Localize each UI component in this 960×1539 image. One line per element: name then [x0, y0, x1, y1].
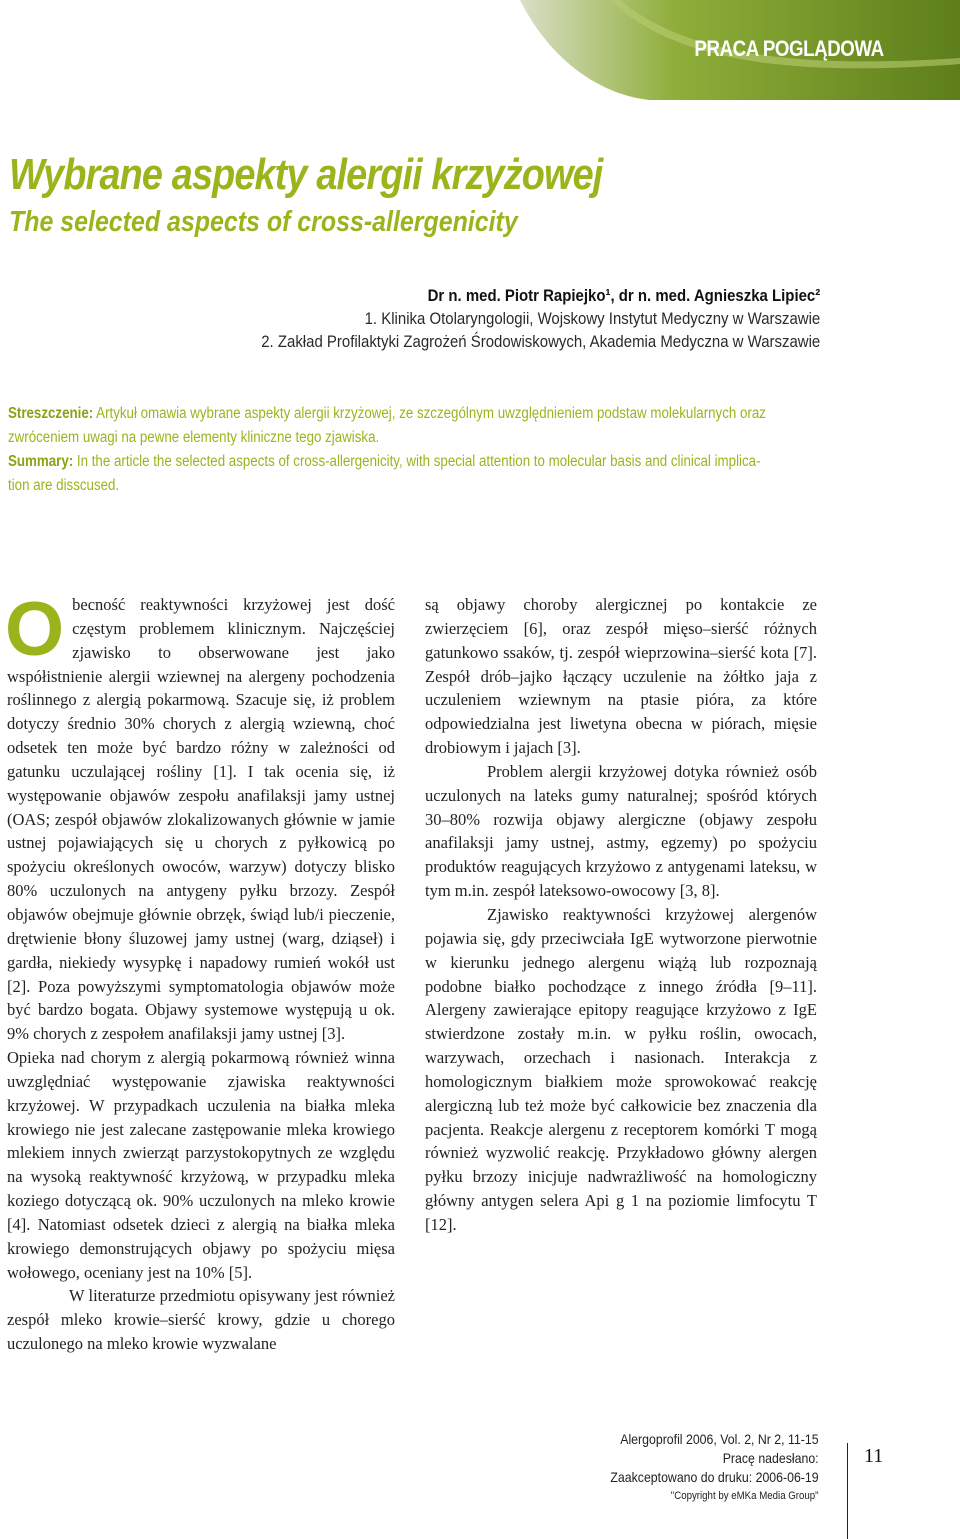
accepted-date: Zaakceptowano do druku: 2006-06-19: [610, 1469, 819, 1485]
summary-line-1: [8, 450, 816, 474]
drop-cap: O: [5, 587, 65, 672]
summary-text-2: tion are disscused.: [8, 477, 120, 494]
header-banner: [480, 0, 960, 100]
streszczenie-label: Streszczenie:: [8, 405, 94, 422]
body-column-right: [425, 593, 817, 1237]
streszczenie-line-1: [8, 402, 816, 426]
page-number: 11: [864, 1445, 884, 1467]
affiliation-1: 1. Klinika Otolaryngologii, Wojskowy Instytut Medyczny w Warszawie: [364, 309, 820, 328]
author-names: Dr n. med. Piotr Rapiejko¹, dr n. med. Agnieszka Lipiec²: [427, 286, 820, 305]
left-paragraph-1: [5, 587, 395, 1046]
right-paragraph-2: Problem alergii krzyżowej dotyka również osób uczulonych na lateks gumy naturalnej; spośród których 30–80% rozwija objawy alergiczne (objawy zespołu anafilaksji jamy ustnej, astmy, egzemy) po spożyciu produktów reagujących krzyżowo z antygenami lateksu, w tym m.in. zespół lateksowo-owocowy [3, 8].: [425, 761, 817, 901]
right-paragraph-3: Zjawisko reaktywności krzyżowej alergenów pojawia się, gdy przeciwciała IgE wytworzone pierwotnie w kierunku jednego alergenu wiążą lub rozpoznają podobne białko pochodzące z innego źródła [9–11]. Alergeny zawierające epitopy reagujące krzyżowo z IgE stwierdzone zostały m.in. w pyłku roślin, owocach, warzywach, orzechach i nasionach. Interakcja z homologicznym białkiem może sprowokować reakcję alergiczną lub też może być całkowicie bez znaczenia dla pacjenta. Reakcje alergenu z receptorem komórki T mogą również wyzwolić reakcję. Przykładowo główny alergen pyłku brzozy inicjuje nadwrażliwość na homologiczny główny antygen selera Api g 1 na poziomie limfocytu T [12].: [425, 904, 817, 1234]
copyright-note: "Copyright by eMKa Media Group": [671, 1490, 819, 1502]
journal-citation: Alergoprofil 2006, Vol. 2, Nr 2, 11-15: [620, 1431, 819, 1447]
publication-info: [611, 1430, 819, 1506]
right-paragraph-1: są objawy choroby alergicznej po kontakcie ze zwierzęciem [6], oraz zespół mięso–sierść różnych gatunkowo ssaków, tj. zespół wieprzowina–sierść kota [7]. Zespół drób–jajko łączący uczulenie na żółtko jaja z uczuleniem wziewnym na ptasie pióra, za które odpowiedzialna jest liwetyna obecna w piórach, mięsie drobiowym i jajach [3].: [425, 595, 817, 758]
abstract-block: [8, 402, 948, 498]
section-label: PRACA POGLĄDOWA: [694, 36, 884, 61]
streszczenie-text-1: Artykuł omawia wybrane aspekty alergii krzyżowej, ze szczególnym uwzględnieniem podstaw molekularnych oraz: [96, 405, 766, 422]
affiliation-2: 2. Zakład Profilaktyki Zagrożeń Środowiskowych, Akademia Medyczna w Warszawie: [260, 332, 820, 351]
summary-text-1: In the article the selected aspects of cross-allergenicity, with special attention to molecular basis and clinical implica-: [76, 453, 761, 470]
article-title-english: The selected aspects of cross-allergenicity: [9, 206, 518, 238]
left-paragraph-3: W literaturze przedmiotu opisywany jest również zespół mleko krowie–sierść krowy, gdzie u chorego uczulonego na mleko krowie wyzwalane: [7, 1286, 395, 1354]
article-title: Wybrane aspekty alergii krzyżowej: [9, 150, 603, 199]
left-paragraph-1-text: becność reaktywności krzyżowej jest dość częstym problemem klinicznym. Najczęściej zjawisko to obserwowane jest jako współistnienie alergii wziewnej na alergeny pochodzenia roślinnego z alergią pokarmową. Szacuje się, iż problem dotyczy średnio 30% chorych z alergią wziewną, choć odsetek ten może być bardzo różny w zależności od gatunku uczulającej rośliny [1]. I tak ocenia się, iż występowanie objawów zespołu anafilaksji jamy ustnej (OAS; zespół objawów zlokalizowanych głównie w jamie ustnej pojawiających się u chorych z pyłkowicą po spożyciu określonych owoców, warzyw) dotyczy blisko 80% uczulonych na antygeny pyłku brzozy. Zespół objawów obejmuje głównie obrzęk, świąd lub/i pieczenie, drętwienie błony śluzowej jamy ustnej (warg, dziąseł) i gardła, niekiedy wysypkę i napadowy rumień wokół ust [2]. Poza powyższymi symptomatologia objawów może być bardzo bogata. Objawy systemowe występują u ok. 9% chorych z zespołem anafilaksji jamy ustnej [3].: [7, 595, 395, 1044]
summary-line-2: [8, 474, 816, 498]
authors-block: [261, 284, 820, 353]
body-column-left: [5, 587, 395, 1356]
streszczenie-line-2: [8, 426, 816, 450]
received-date: Pracę nadesłano:: [723, 1450, 819, 1466]
footer-divider: [847, 1443, 848, 1539]
summary-label: Summary:: [8, 453, 74, 470]
left-paragraph-2: Opieka nad chorym z alergią pokarmową również winna uwzględniać występowanie zjawiska reaktywności krzyżowej. W przypadkach uczulenia na białka mleka krowiego nie jest zalecane zastępowanie mleka krowiego mlekiem innych zwierząt parzystokopytnych ze względu na wysoką reaktywność krzyżową, w przypadku mleka koziego dotyczącą ok. 90% uczulonych na mleko krowie [4]. Natomiast odsetek dzieci z alergią na białka mleka krowiego demonstrujących objawy po spożyciu mięsa wołowego, oceniany jest na 10% [5].: [7, 1048, 395, 1282]
streszczenie-text-2: zwróceniem uwagi na pewne elementy kliniczne tego zjawiska.: [8, 429, 380, 446]
